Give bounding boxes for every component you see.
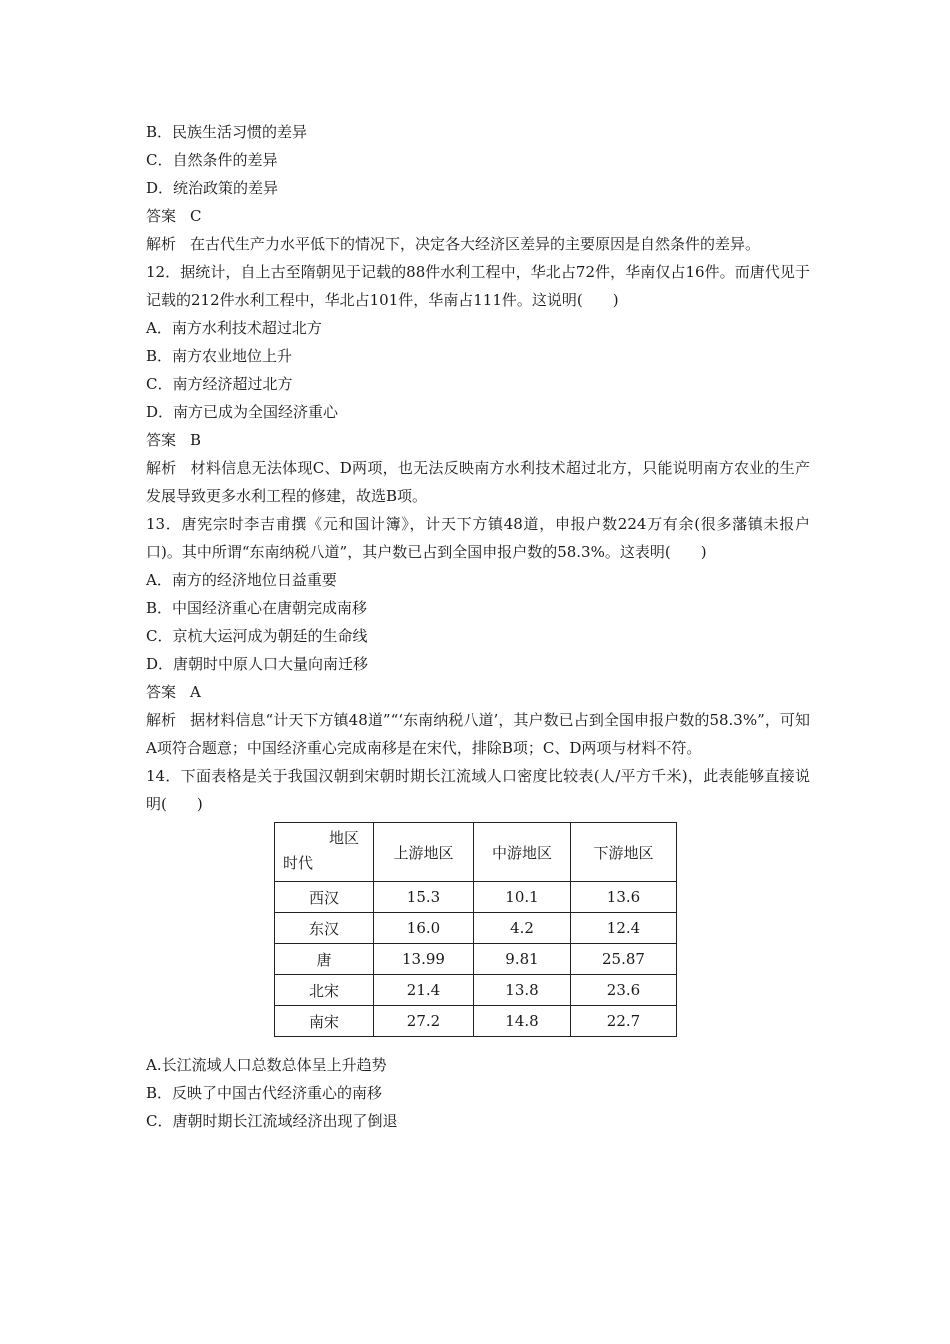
q12-option-c: C．南方经济超过北方: [146, 375, 293, 393]
q12-answer: [146, 426, 810, 454]
corner-region-label: 地区: [328, 829, 359, 847]
column-header: 上游地区: [374, 823, 474, 882]
q12-option-b: B．南方农业地位上升: [146, 347, 293, 365]
table-row: [275, 944, 677, 975]
table-corner-cell: [275, 823, 374, 882]
q13-option-a: A．南方的经济地位日益重要: [146, 571, 337, 589]
row-era: 东汉: [275, 913, 374, 944]
row-era: 南宋: [275, 1006, 374, 1037]
table-cell: 15.3: [374, 882, 474, 913]
q12-stem: 12．据统计，自上古至隋朝见于记载的88件水利工程中，华北占72件，华南仅占16件。而唐代见于记载的212件水利工程中，华北占101件，华南占111件。这说明( ): [146, 263, 810, 309]
document-page: [146, 118, 810, 1135]
q14-option-c: C．唐朝时期长江流域经济出现了倒退: [146, 1112, 398, 1130]
table-cell: 4.2: [474, 913, 571, 944]
table-cell: 13.99: [374, 944, 474, 975]
population-density-table: [274, 822, 677, 1037]
q13-option-c: C．京杭大运河成为朝廷的生命线: [146, 627, 368, 645]
q14-stem: 14．下面表格是关于我国汉朝到宋朝时期长江流域人口密度比较表(人/平方千米)，此表能够直接说明( ): [146, 767, 810, 813]
table-cell: 27.2: [374, 1006, 474, 1037]
analysis-label: 解析: [146, 235, 177, 253]
q12-option-d: D．南方已成为全国经济重心: [146, 403, 339, 421]
q11-option-c: C．自然条件的差异: [146, 151, 278, 169]
answer-label: 答案: [146, 207, 177, 225]
table-row: [275, 975, 677, 1006]
table-cell: 23.6: [571, 975, 677, 1006]
table-cell: 22.7: [571, 1006, 677, 1037]
q14-options: [146, 1051, 810, 1135]
table-cell: 13.8: [474, 975, 571, 1006]
answer-value: B: [190, 431, 202, 449]
table-cell: 13.6: [571, 882, 677, 913]
column-header: 中游地区: [474, 823, 571, 882]
table-cell: 25.87: [571, 944, 677, 975]
table-cell: 21.4: [374, 975, 474, 1006]
table-cell: 12.4: [571, 913, 677, 944]
table-header-row: [275, 823, 677, 882]
q11-option-b: B．民族生活习惯的差异: [146, 123, 308, 141]
row-era: 西汉: [275, 882, 374, 913]
table-row: [275, 1006, 677, 1037]
table-cell: 9.81: [474, 944, 571, 975]
table-cell: 14.8: [474, 1006, 571, 1037]
answer-label: 答案: [146, 683, 177, 701]
q12-option-a: A．南方水利技术超过北方: [146, 319, 322, 337]
q11-analysis: [146, 230, 810, 258]
answer-value: C: [190, 207, 202, 225]
q13-analysis: [146, 706, 810, 762]
q13-answer: [146, 678, 810, 706]
q11-option-d: D．统治政策的差异: [146, 179, 279, 197]
table-cell: 10.1: [474, 882, 571, 913]
analysis-text: 在古代生产力水平低下的情况下，决定各大经济区差异的主要原因是自然条件的差异。: [190, 235, 761, 253]
analysis-text: 据材料信息“计天下方镇48道”“‘东南纳税八道’，其户数已占到全国申报户数的58.3%”，可知A项符合题意；中国经济重心完成南移是在宋代，排除B项；C、D两项与材料不符。: [146, 711, 810, 757]
q14-option-a: A.长江流域人口总数总体呈上升趋势: [146, 1056, 387, 1074]
q13-option-d: D．唐朝时中原人口大量向南迁移: [146, 655, 369, 673]
table-row: [275, 913, 677, 944]
q13-stem: 13．唐宪宗时李吉甫撰《元和国计簿》，计天下方镇48道，申报户数224万有余(很多藩镇未报户口)。其中所谓“东南纳税八道”，其户数已占到全国申报户数的58.3%。这表明( ): [146, 515, 810, 561]
q12-analysis: [146, 454, 810, 510]
answer-label: 答案: [146, 431, 177, 449]
corner-era-label: 时代: [283, 854, 314, 872]
table-cell: 16.0: [374, 913, 474, 944]
table-row: [275, 882, 677, 913]
q13-option-b: B．中国经济重心在唐朝完成南移: [146, 599, 368, 617]
q11-answer: [146, 202, 810, 230]
row-era: 北宋: [275, 975, 374, 1006]
analysis-label: 解析: [146, 459, 177, 477]
q14-option-b: B．反映了中国古代经济重心的南移: [146, 1084, 383, 1102]
analysis-label: 解析: [146, 711, 177, 729]
answer-value: A: [190, 683, 201, 701]
analysis-text: 材料信息无法体现C、D两项，也无法反映南方水利技术超过北方，只能说明南方农业的生产发展导致更多水利工程的修建，故选B项。: [146, 459, 810, 505]
column-header: 下游地区: [571, 823, 677, 882]
row-era: 唐: [275, 944, 374, 975]
